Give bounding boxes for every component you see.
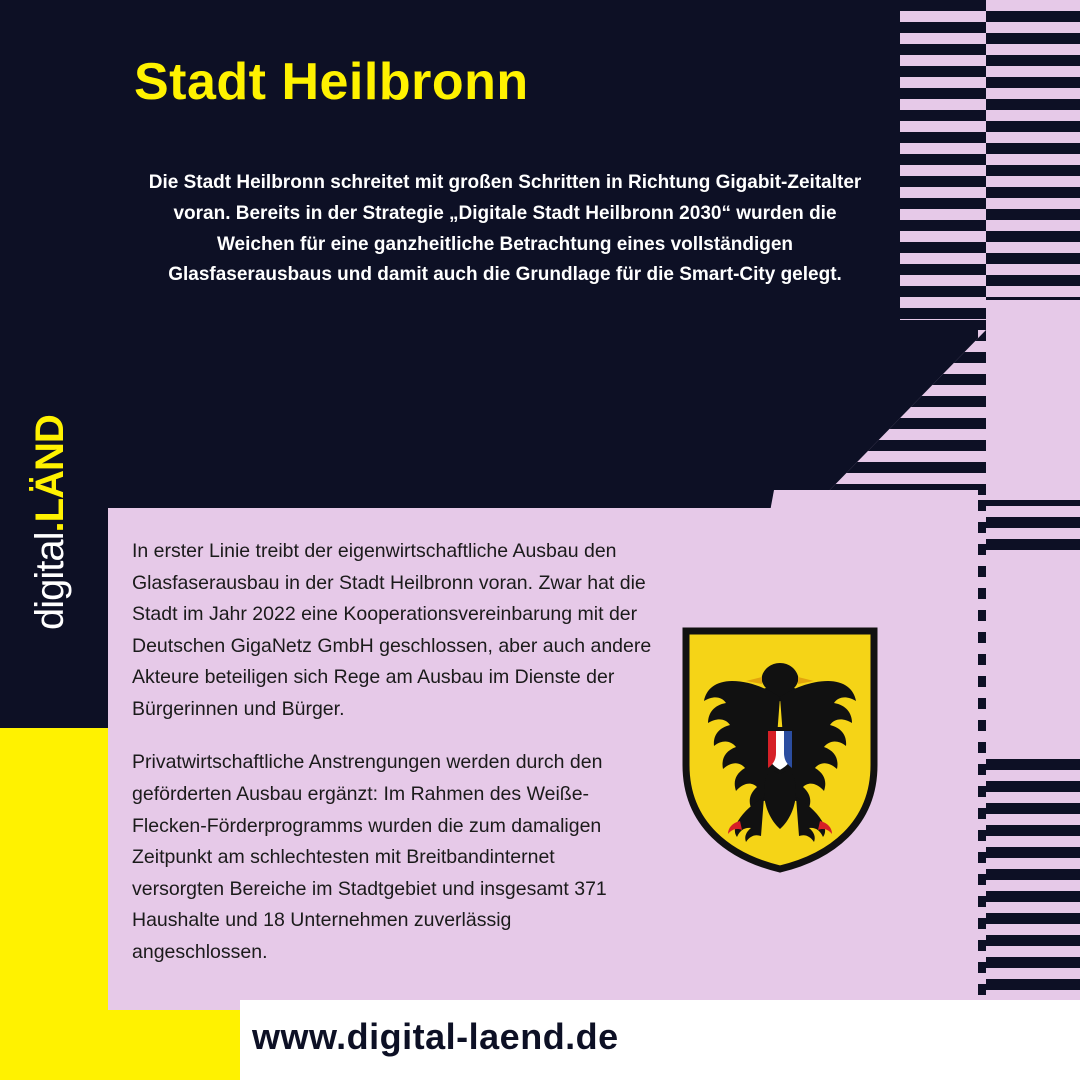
- brand-logo: [14, 330, 86, 630]
- intro-paragraph: Die Stadt Heilbronn schreitet mit großen Schritten in Richtung Gigabit-Zeitalter voran. Bereits in der Strategie „Digitale Stadt Heilbronn 2030“ wurden die Weichen für eine ganzheitliche Betrachtung eines vollständigen Glasfaserausbaus und damit auch die Grundlage für die Smart-City gelegt.: [148, 172, 862, 286]
- stripe-block-diagonal: [820, 330, 986, 500]
- brand-logo-word-digital: digital: [28, 532, 72, 630]
- brand-logo-word-laend: LÄND: [28, 415, 72, 523]
- brand-logo-dot: .: [28, 522, 72, 533]
- page-title: Stadt Heilbronn: [134, 53, 529, 111]
- stripe-square-rings-1: [986, 300, 1080, 500]
- body-text-block: [132, 536, 652, 969]
- stripe-block-top: [900, 0, 986, 320]
- yellow-footer-block: [0, 1000, 240, 1080]
- footer-url[interactable]: www.digital-laend.de: [252, 1016, 619, 1057]
- stripe-panel-right: [978, 0, 1080, 1080]
- heilbronn-coat-of-arms-icon: [680, 625, 880, 875]
- body-paragraph-2: Privatwirtschaftliche Anstrengungen werden durch den geförderten Ausbau ergänzt: Im Rahmen des Weiße-Flecken-Förderprogramms wurden die zum damaligen Zeitpunkt am schlechtesten mit Breitbandinternet versorgten Bereiche im Stadtgebiet und insgesamt 371 Haushalte und 18 Unternehmen zuverlässig angeschlossen.: [132, 751, 607, 963]
- body-paragraph-1: In erster Linie treibt der eigenwirtschaftliche Ausbau den Glasfaserausbau in der Stadt Heilbronn voran. Zwar hat die Stadt im Jahr 2022 eine Kooperationsvereinbarung mit der Deutschen GigaNetz GmbH geschlossen, aber auch andere Akteure beteiligen sich Rege am Ausbau im Dienste der Bürgerinnen und Bürger.: [132, 540, 652, 720]
- stripe-square-rings-2: [986, 560, 1080, 750]
